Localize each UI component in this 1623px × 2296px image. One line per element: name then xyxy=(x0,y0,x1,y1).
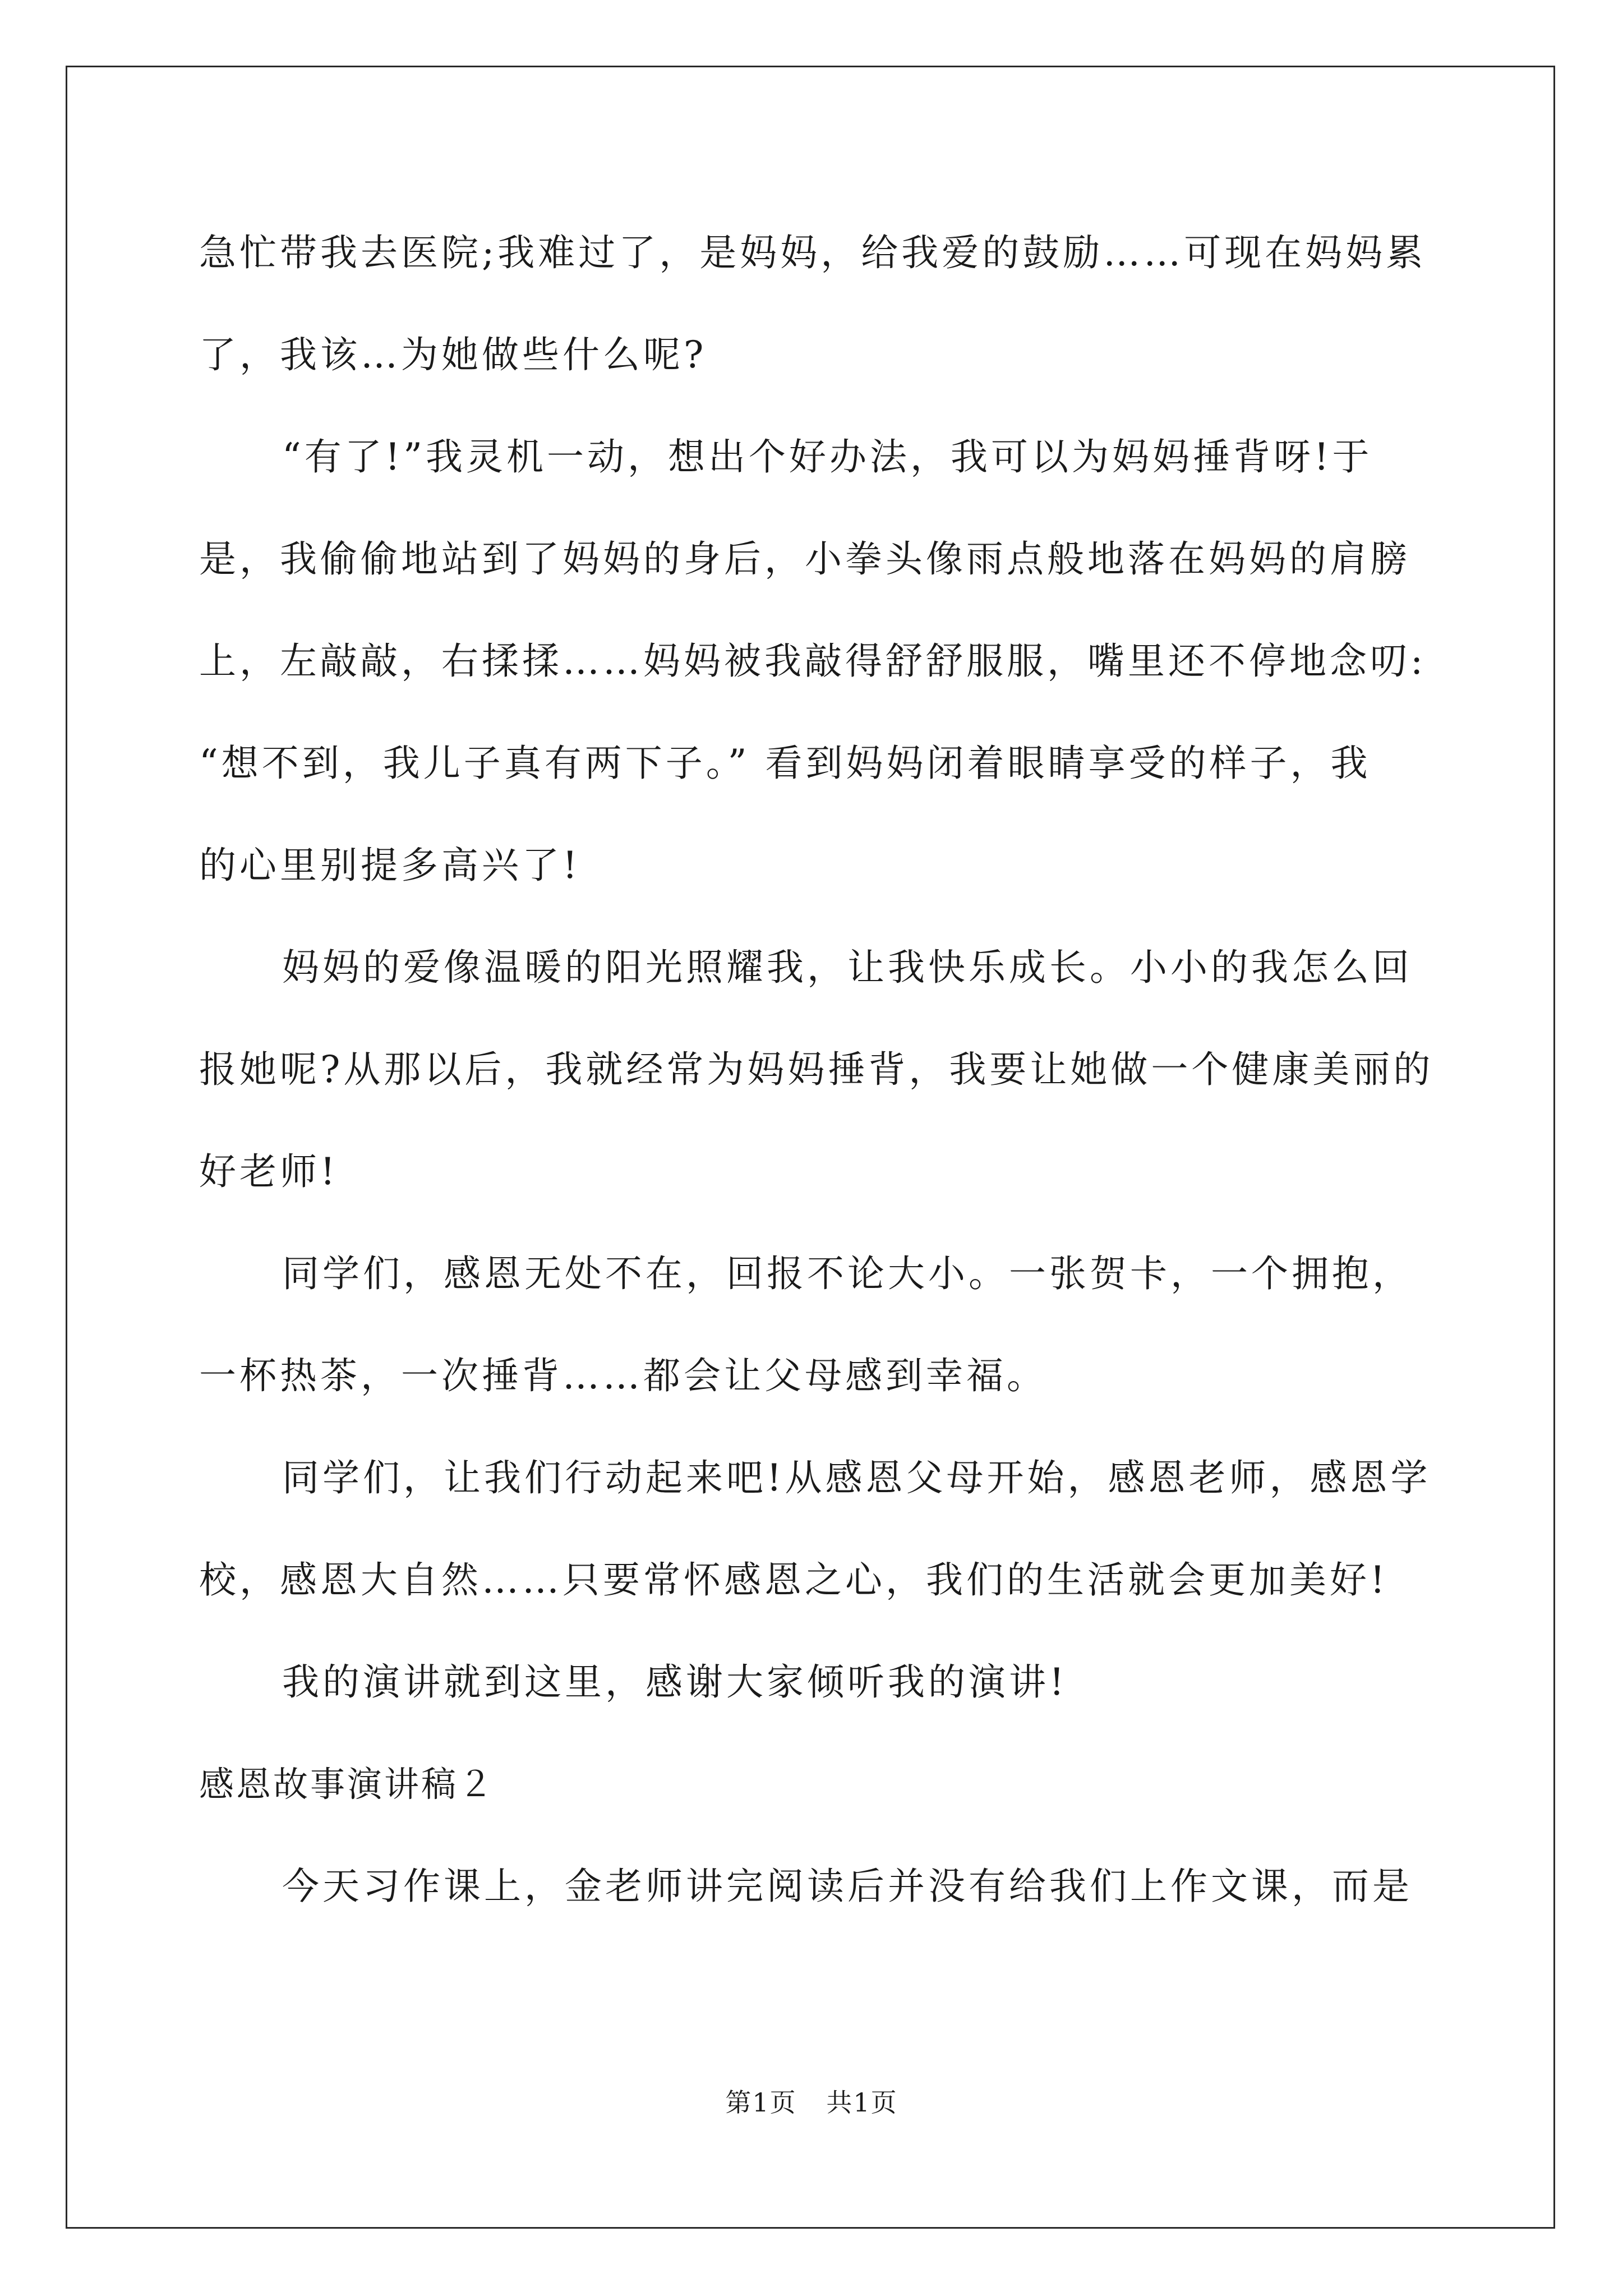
body-line: “想不到，我儿子真有两下子。” 看到妈妈闭着眼睛享受的样子，我 xyxy=(199,742,1371,785)
body-line: 好老师! xyxy=(199,1150,339,1193)
page-total: 共1页 xyxy=(826,2087,898,2118)
body-line: 同学们，让我们行动起来吧!从感恩父母开始，感恩老师，感恩学 xyxy=(282,1456,1431,1499)
body-line: 校，感恩大自然……只要常怀感恩之心，我们的生活就会更加美好! xyxy=(199,1558,1389,1602)
body-line: 妈妈的爱像温暖的阳光照耀我，让我快乐成长。小小的我怎么回 xyxy=(282,946,1413,989)
page-footer xyxy=(0,2082,1623,2119)
body-line: 的心里别提多高兴了! xyxy=(199,844,581,887)
body-line: “有了!”我灵机一动，想出个好办法，我可以为妈妈捶背呀!于 xyxy=(282,435,1373,478)
body-line: 是，我偷偷地站到了妈妈的身后，小拳头像雨点般地落在妈妈的肩膀 xyxy=(199,537,1410,581)
body-line: 我的演讲就到这里，感谢大家倾听我的演讲! xyxy=(282,1660,1068,1704)
section-heading: 感恩故事演讲稿２ xyxy=(199,1764,496,1805)
body-line: 同学们，感恩无处不在，回报不论大小。一张贺卡，一个拥抱， xyxy=(282,1252,1413,1295)
page-number: 第1页 xyxy=(725,2087,797,2118)
body-line: 上，左敲敲，右揉揉……妈妈被我敲得舒舒服服，嘴里还不停地念叨: xyxy=(199,639,1427,683)
body-line: 急忙带我去医院;我难过了，是妈妈，给我爱的鼓励……可现在妈妈累 xyxy=(199,231,1427,274)
body-line: 一杯热茶，一次捶背……都会让父母感到幸福。 xyxy=(199,1354,1047,1397)
document-body xyxy=(199,202,1433,1938)
body-line: 了，我该…为她做些什么呢? xyxy=(199,333,707,376)
body-line: 报她呢?从那以后，我就经常为妈妈捶背，我要让她做一个健康美丽的 xyxy=(199,1048,1434,1091)
body-line: 今天习作课上，金老师讲完阅读后并没有给我们上作文课，而是 xyxy=(282,1865,1413,1908)
